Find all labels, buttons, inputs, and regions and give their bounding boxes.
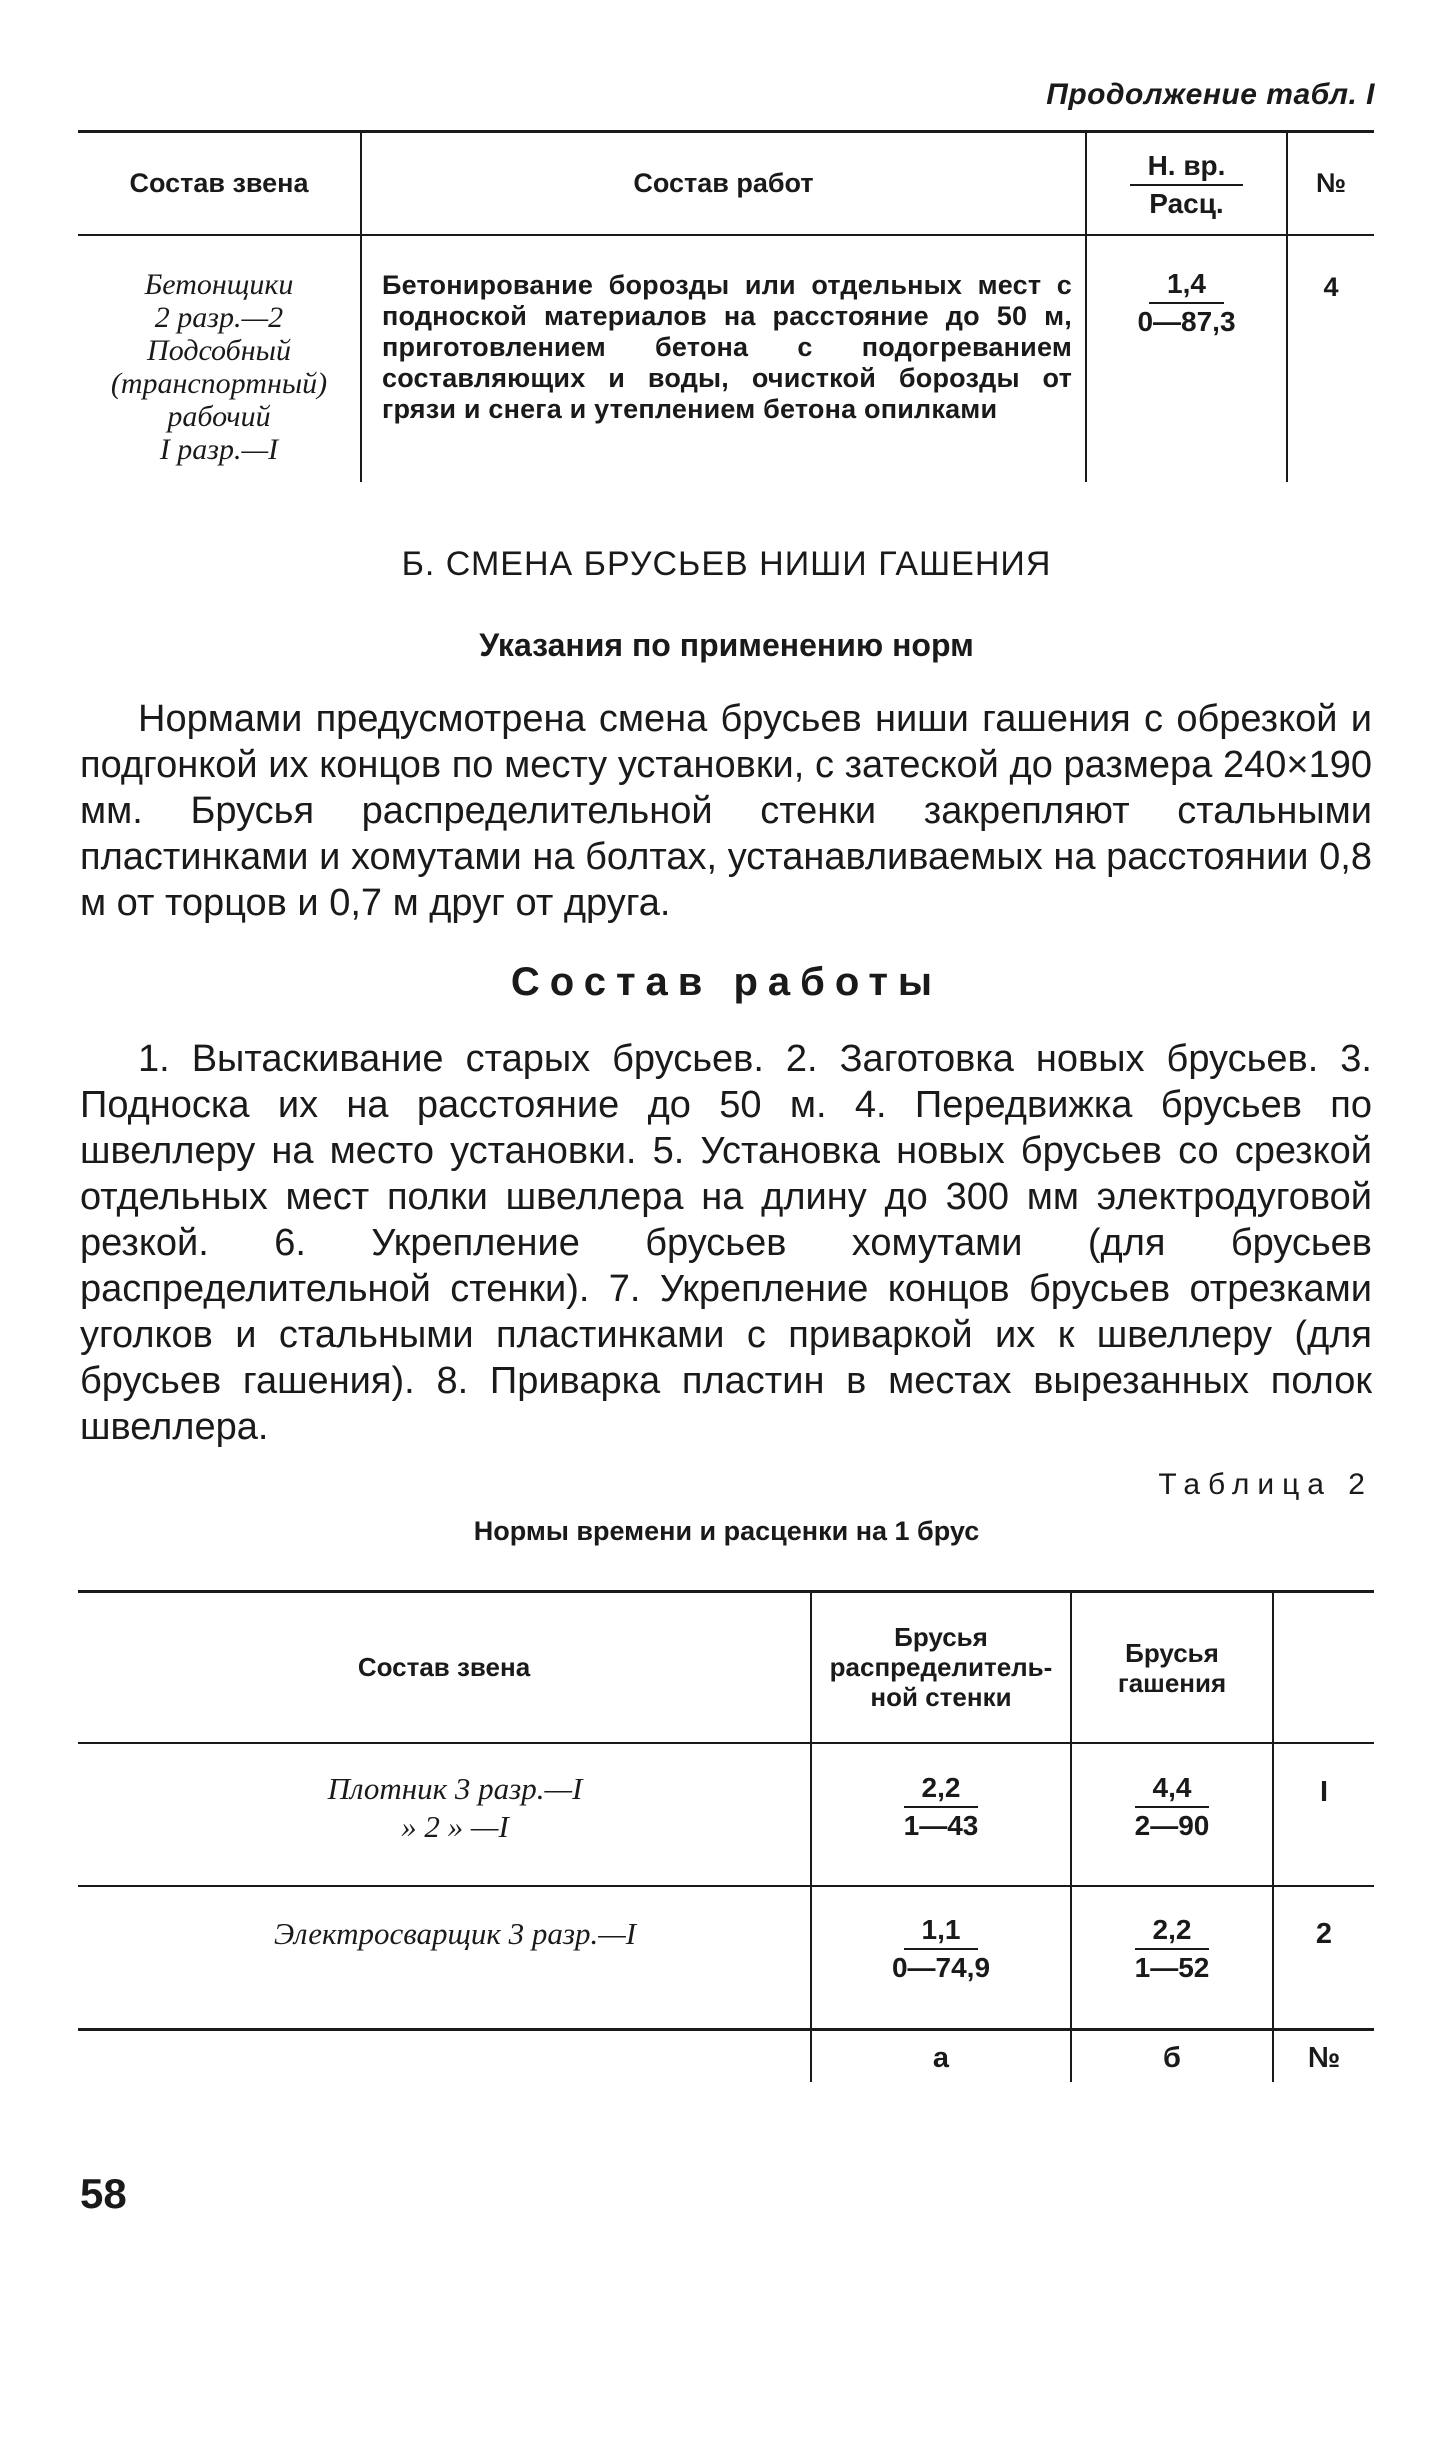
section-title: Б. СМЕНА БРУСЬЕВ НИШИ ГАШЕНИЯ: [401, 545, 1052, 583]
table2-caption: Нормы времени и расценки на 1 брус: [473, 1516, 980, 1546]
table2-bottom-rule: [78, 2028, 1374, 2031]
crew-line: » 2 » —I: [401, 1809, 509, 1844]
norm-time: 1,4: [1149, 266, 1224, 304]
norm-time: 4,4: [1135, 1770, 1210, 1808]
rate: 2—90: [1134, 1810, 1210, 1841]
norm-time: 2,2: [1135, 1912, 1210, 1950]
table2-row1-col-b: [1072, 1770, 1272, 1844]
table1-header-norm-rate: Расц.: [1149, 188, 1224, 219]
table2-row-rule: [78, 1885, 1374, 1887]
table2-row1-col-a: [812, 1770, 1070, 1844]
table1-header-number: №: [1315, 168, 1347, 198]
header-line: Брусья: [894, 1622, 988, 1652]
work-heading: Состав работы: [510, 960, 943, 1004]
crew-line: (транспортный): [110, 367, 328, 400]
instructions-heading: Указания по применению норм: [479, 627, 974, 663]
header-line: распределитель-: [829, 1652, 1053, 1682]
rate: 1—43: [903, 1810, 979, 1841]
table2-footer-number: №: [1307, 2042, 1341, 2074]
crew-line: I разр.—I: [159, 433, 279, 466]
crew-line: Бетонщики: [144, 268, 294, 301]
table1-norm-cell: [1087, 266, 1286, 340]
crew-line: Подсобный: [147, 334, 291, 367]
rate: 1—52: [1134, 1952, 1210, 1983]
table2-header-col-a: [812, 1622, 1070, 1712]
table1-header-work: Состав работ: [633, 168, 814, 198]
crew-line: Плотник 3 разр.—I: [327, 1771, 583, 1806]
table1-work-cell: Бетонирование борозды или отдельных мест с подноской материалов на расстояние до 50 м, приготовлением бетона с подогреванием составляющих и воды, очисткой борозды от грязи и снега и утеплением бетона опилками: [382, 270, 1072, 424]
table1-header-rule: [78, 234, 1374, 236]
page-number: 58: [80, 2170, 127, 2217]
table2-top-rule: [78, 1590, 1374, 1593]
table2-row1-number: I: [1319, 1776, 1329, 1808]
table2-footer-a: а: [932, 2042, 950, 2074]
header-line: ной стенки: [870, 1682, 1012, 1712]
table1-top-rule: [78, 130, 1374, 133]
norm-time: 2,2: [904, 1770, 979, 1808]
crew-line: 2 разр.—2: [154, 301, 284, 334]
table2-footer-b: б: [1163, 2042, 1181, 2074]
crew-line: рабочий: [167, 400, 271, 433]
norm-time: 1,1: [904, 1912, 979, 1950]
table2-vline-3: [1272, 1590, 1274, 2082]
table2-header-rule: [78, 1742, 1374, 1744]
header-line: Брусья: [1125, 1638, 1219, 1668]
table1-crew-cell: [78, 268, 360, 466]
table2-header-crew: Состав звена: [357, 1652, 531, 1682]
rate: 0—87,3: [1137, 306, 1236, 337]
table2-row2-crew: [160, 1915, 750, 1953]
table2-row2-col-b: [1072, 1912, 1272, 1986]
header-line: гашения: [1117, 1668, 1227, 1698]
table1-header-crew: Состав звена: [129, 168, 309, 198]
table2-row2-number: 2: [1315, 1918, 1333, 1950]
table1-header-norm-time: Н. вр.: [1130, 148, 1244, 186]
work-paragraph: 1. Вытаскивание старых брусьев. 2. Заготовка новых брусьев. 3. Подноска их на расстояние до 50 м. 4. Передвижка брусьев по швеллеру на место установки. 5. Установка новых брусьев со срезкой отдельных мест полки швеллера на длину до 300 мм электродуговой резкой. 6. Укрепление брусьев хомутами (для брусьев распределительной стенки). 7. Укрепление концов брусьев отрезками уголков и стальными пластинками с приваркой их к швеллеру (для брусьев гашения). 8. Приварка пластин в местах вырезанных полок швеллера.: [80, 1038, 1372, 1448]
table1-number-cell: 4: [1323, 272, 1339, 302]
table2-label: Таблица 2: [1158, 1468, 1373, 1501]
rate: 0—74,9: [891, 1952, 991, 1983]
table1-header-norm: [1087, 148, 1286, 222]
table2-header-col-b: [1072, 1638, 1272, 1698]
instructions-paragraph: Нормами предусмотрена смена брусьев ниши гашения с обрезкой и подгонкой их концов по месту установки, с затеской до размера 240×190 мм. Брусья распределительной стенки закрепляют стальными пластинками и хомутами на болтах, устанавливаемых на расстоянии 0,8 м от торцов и 0,7 м друг от друга.: [80, 698, 1372, 924]
crew-line: Электросварщик 3 разр.—I: [273, 1916, 637, 1951]
continuation-label: Продолжение табл. I: [1046, 78, 1375, 111]
table2-row2-col-a: [812, 1912, 1070, 1986]
table2-row1-crew: [200, 1770, 710, 1846]
